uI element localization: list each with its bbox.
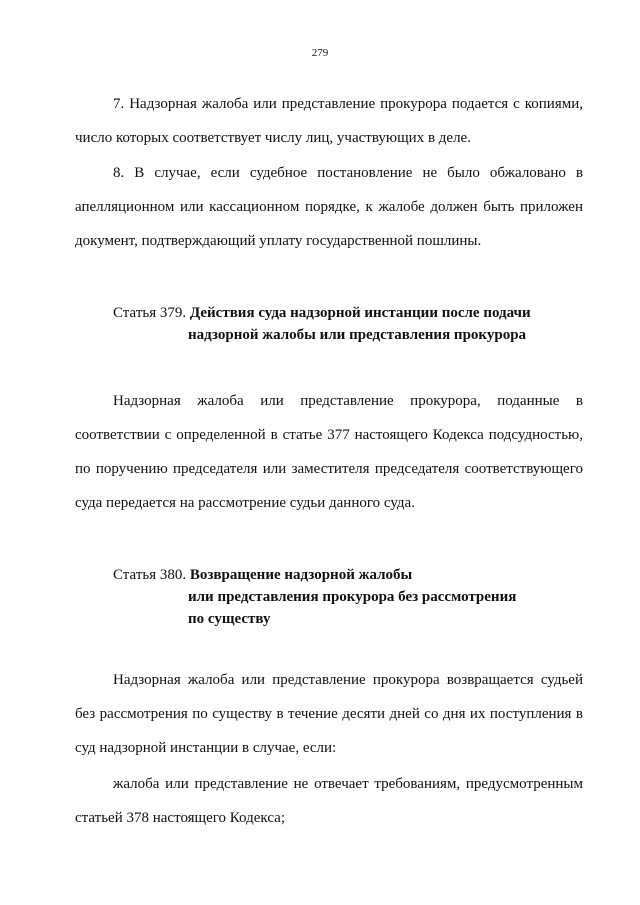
page-number: 279 <box>311 47 329 59</box>
article-379-title-line-2: надзорной жалобы или представления прокурора <box>188 327 527 343</box>
article-380-title-line-2: или представления прокурора без рассмотрения <box>188 589 517 605</box>
article-380-title-line-1: Возвращение надзорной жалобы <box>189 567 413 583</box>
paragraph-7: 7. Надзорная жалоба или представление прокурора подается с копиями, число которых соответствует числу лиц, участвующих в деле. <box>75 96 583 146</box>
article-379-number: Статья 379. <box>113 305 187 321</box>
article-380-body-2: жалоба или представление не отвечает требованиям, предусмотренным статьей 378 настоящего Кодекса; <box>75 776 583 826</box>
article-380-title-line-3: по существу <box>188 611 271 627</box>
article-379-body: Надзорная жалоба или представление прокурора, поданные в соответствии с определенной в статье 377 настоящего Кодекса подсудностью, по поручению председателя или заместителя председателя соответствующего суда передается на рассмотрение судьи данного суда. <box>75 393 583 511</box>
article-380-number: Статья 380. <box>113 567 187 583</box>
article-380-body-1: Надзорная жалоба или представление прокурора возвращается судьей без рассмотрения по существу в течение десяти дней со дня их поступления в суд надзорной инстанции в случае, если: <box>75 672 583 756</box>
article-380-heading <box>113 564 516 630</box>
article-379-heading <box>113 302 531 346</box>
article-379-title-line-1: Действия суда надзорной инстанции после подачи <box>189 305 531 321</box>
paragraph-8: 8. В случае, если судебное постановление не было обжаловано в апелляционном или кассационном порядке, к жалобе должен быть приложен документ, подтверждающий уплату государственной пошлины. <box>75 165 583 249</box>
